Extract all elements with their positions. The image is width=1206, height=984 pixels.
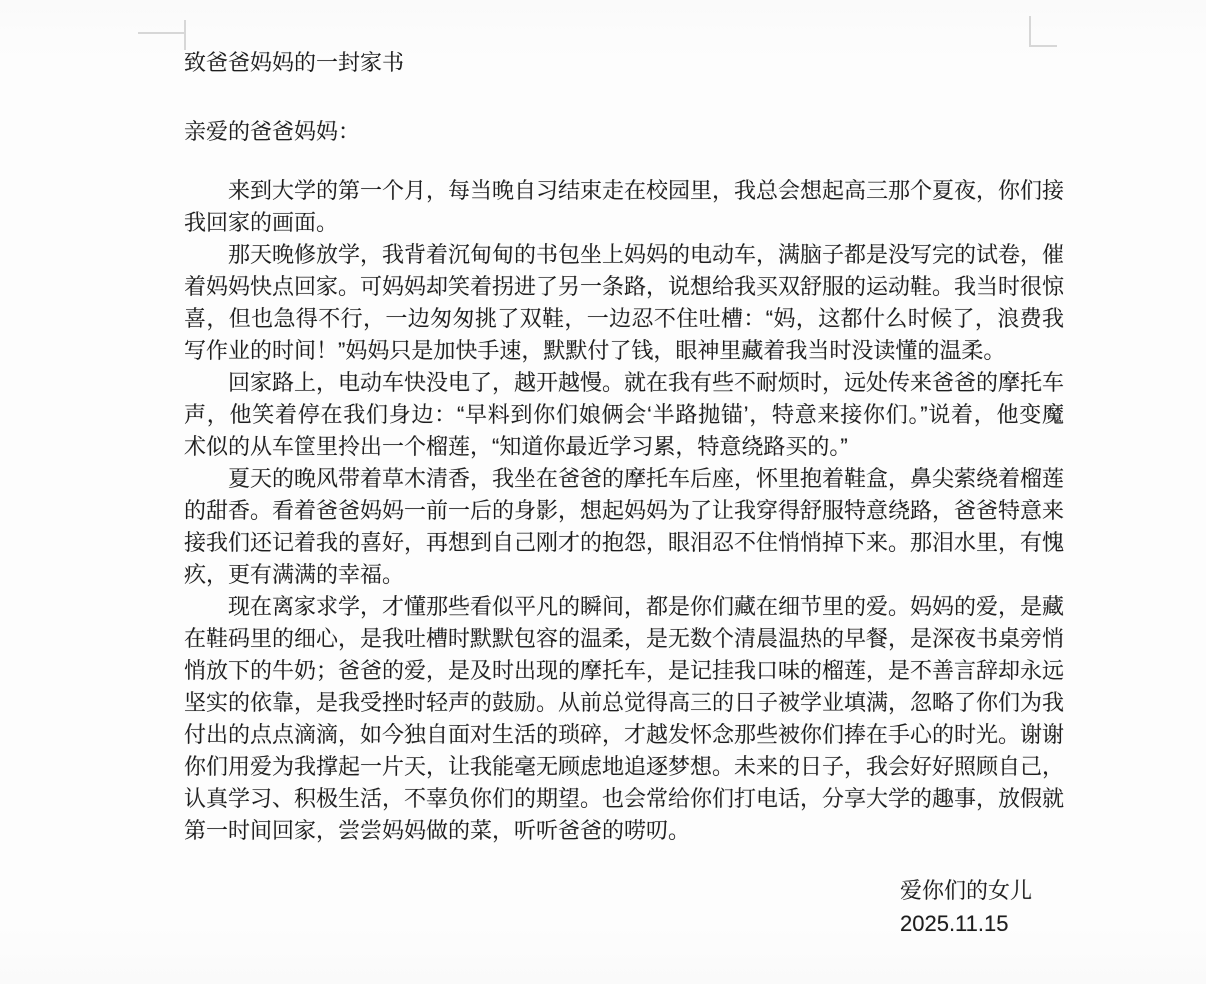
letter-body-line: 喜，但也急得不行，一边匆匆挑了双鞋，一边忍不住吐槽：“妈，这都什么时候了，浪费我 [184, 306, 1064, 331]
cropmark-horizontal-line [138, 32, 186, 34]
letter-body-line: 悄放下的牛奶；爸爸的爱，是及时出现的摩托车，是记挂我口味的榴莲，是不善言辞却永远 [184, 658, 1064, 683]
letter-body-line: 你们用爱为我撑起一片天，让我能毫无顾虑地追逐梦想。未来的日子，我会好好照顾自己， [184, 754, 1064, 779]
letter-body-line: 现在离家求学，才懂那些看似平凡的瞬间，都是你们藏在细节里的爱。妈妈的爱，是藏 [228, 594, 1064, 619]
letter-signature: 爱你们的女儿 [900, 878, 1033, 903]
text-boundary-mark-top-right [1029, 16, 1059, 48]
letter-body-line: 认真学习、积极生活，不辜负你们的期望。也会常给你们打电话，分享大学的趣事，放假就 [184, 786, 1064, 811]
letter-body-line: 我回家的画面。 [184, 210, 339, 235]
letter-body [184, 175, 1064, 847]
letter-body-line: 写作业的时间！”妈妈只是加快手速，默默付了钱，眼神里藏着我当时没读懂的温柔。 [184, 338, 1006, 363]
letter-salutation: 亲爱的爸爸妈妈： [184, 119, 361, 144]
letter-body-line: 的甜香。看着爸爸妈妈一前一后的身影，想起妈妈为了让我穿得舒服特意绕路，爸爸特意来 [184, 498, 1064, 523]
letter-body-line: 着妈妈快点回家。可妈妈却笑着拐进了另一条路，说想给我买双舒服的运动鞋。我当时很惊 [184, 274, 1064, 299]
letter-body-line: 在鞋码里的细心，是我吐槽时默默包容的温柔，是无数个清晨温热的早餐，是深夜书桌旁悄 [184, 626, 1064, 651]
cropmark-vertical-line [1029, 16, 1031, 47]
letter-body-line: 第一时间回家，尝尝妈妈做的菜，听听爸爸的唠叨。 [184, 818, 691, 843]
letter-body-line: 那天晚修放学，我背着沉甸甸的书包坐上妈妈的电动车，满脑子都是没写完的试卷，催 [228, 242, 1064, 267]
letter-body-line: 接我们还记着我的喜好，再想到自己刚才的抱怨，眼泪忍不住悄悄掉下来。那泪水里，有愧 [184, 530, 1064, 555]
text-boundary-mark-top-left [138, 19, 188, 51]
signature-block [900, 874, 1032, 940]
cropmark-vertical-line [184, 20, 186, 50]
letter-body-line: 付出的点点滴滴，如今独自面对生活的琐碎，才越发怀念那些被你们捧在手心的时光。谢谢 [184, 722, 1064, 747]
letter-body-line: 来到大学的第一个月，每当晚自习结束走在校园里，我总会想起高三那个夏夜，你们接 [228, 178, 1064, 203]
letter-body-line: 坚实的依靠，是我受挫时轻声的鼓励。从前总觉得高三的日子被学业填满，忽略了你们为我 [184, 690, 1064, 715]
letter-title: 致爸爸妈妈的一封家书 [184, 50, 405, 75]
letter-body-line: 术似的从车筐里拎出一个榴莲，“知道你最近学习累，特意绕路买的。” [184, 434, 848, 459]
letter-body-line: 夏天的晚风带着草木清香，我坐在爸爸的摩托车后座，怀里抱着鞋盒，鼻尖萦绕着榴莲 [228, 466, 1064, 491]
letter-body-line: 疚，更有满满的幸福。 [184, 562, 405, 587]
letter-body-line: 回家路上，电动车快没电了，越开越慢。就在我有些不耐烦时，远处传来爸爸的摩托车 [228, 370, 1064, 395]
letter-date: 2025.11.15 [900, 911, 1009, 936]
cropmark-horizontal-line [1029, 45, 1057, 47]
letter-body-line: 声，他笑着停在我们身边：“早料到你们娘俩会‘半路抛锚’，特意来接你们。”说着，他变魔 [184, 402, 1064, 427]
